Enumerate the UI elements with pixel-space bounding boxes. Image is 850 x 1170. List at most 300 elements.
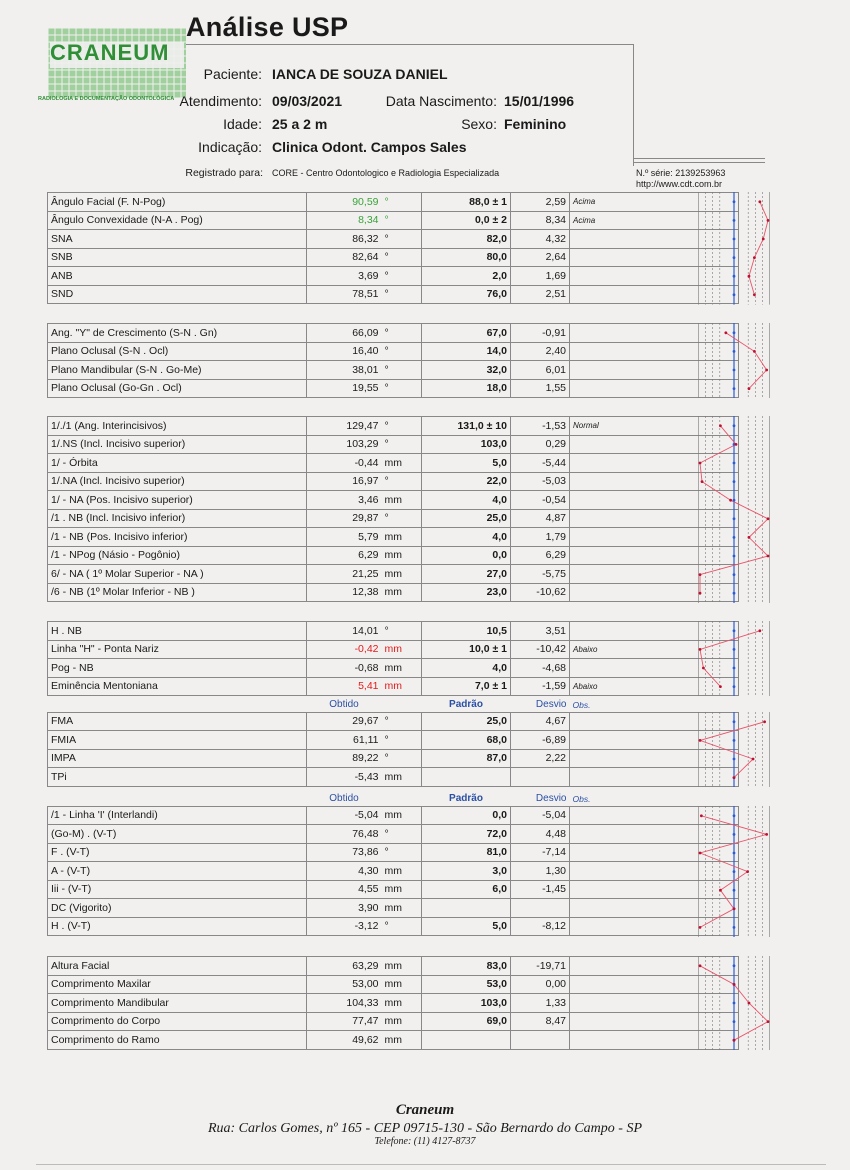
- cell-name: SNB: [48, 248, 307, 267]
- paciente-value: IANCA DE SOUZA DANIEL: [272, 66, 448, 82]
- table-row: [48, 565, 739, 584]
- norm-point: [733, 685, 736, 688]
- cell-pad: 131,0 ± 10: [422, 417, 511, 436]
- table-row: [48, 659, 739, 678]
- cell-unit: °: [382, 712, 422, 731]
- norm-point: [733, 870, 736, 873]
- cell-dev: -5,75: [511, 565, 570, 584]
- norm-point: [733, 517, 736, 520]
- cell-unit: °: [382, 472, 422, 491]
- cell-dev: -10,62: [511, 583, 570, 602]
- value-point: [753, 350, 756, 353]
- subheader-name: [48, 792, 307, 806]
- cell-obs: Acima: [570, 211, 739, 230]
- cell-name: /1 - NB (Pos. Incisivo inferior): [48, 528, 307, 547]
- table-row: [48, 862, 739, 881]
- cell-dev: 2,64: [511, 248, 570, 267]
- cell-dev: 1,30: [511, 862, 570, 881]
- norm-point: [733, 536, 736, 539]
- cell-obt: 82,64: [307, 248, 382, 267]
- cell-dev: 1,33: [511, 994, 570, 1013]
- cell-dev: -0,91: [511, 324, 570, 343]
- subheader-pad: Padrão: [449, 699, 483, 711]
- cell-unit: mm: [382, 994, 422, 1013]
- value-point: [699, 573, 702, 576]
- deviation-line: [700, 722, 765, 778]
- table-row: [48, 342, 739, 361]
- cell-name: H . (V-T): [48, 917, 307, 936]
- cell-pad: 32,0: [422, 361, 511, 380]
- cell-obt: 29,67: [307, 712, 382, 731]
- cell-pad: 2,0: [422, 267, 511, 286]
- table-row: [48, 825, 739, 844]
- table-row: [48, 957, 739, 976]
- atendimento-value: 09/03/2021: [272, 93, 343, 109]
- cell-obt: 5,79: [307, 528, 382, 547]
- cell-dev: 2,40: [511, 342, 570, 361]
- cell-dev: -7,14: [511, 843, 570, 862]
- indicacao-label: Indicação:: [198, 139, 262, 155]
- cell-obt: 8,34: [307, 211, 382, 230]
- deviation-graph: [698, 806, 770, 937]
- cell-unit: °: [382, 379, 422, 398]
- cell-name: 1/.NS (Incl. Incisivo superior): [48, 435, 307, 454]
- cell-name: Altura Facial: [48, 957, 307, 976]
- cell-obt: 104,33: [307, 994, 382, 1013]
- cell-obt: 90,59: [307, 193, 382, 212]
- cell-name: DC (Vigorito): [48, 899, 307, 918]
- cell-obt: -5,43: [307, 768, 382, 787]
- cell-dev: 6,29: [511, 546, 570, 565]
- norm-point: [733, 852, 736, 855]
- cell-name: 6/ - NA ( 1º Molar Superior - NA ): [48, 565, 307, 584]
- cell-name: H . NB: [48, 622, 307, 641]
- value-point: [767, 219, 770, 222]
- norm-point: [733, 462, 736, 465]
- cell-dev: 4,32: [511, 230, 570, 249]
- cell-name: Ângulo Facial (F. N-Pog): [48, 193, 307, 212]
- cell-obt: -3,12: [307, 917, 382, 936]
- cell-obt: 3,90: [307, 899, 382, 918]
- cell-name: Comprimento do Corpo: [48, 1012, 307, 1031]
- cell-dev: 0,29: [511, 435, 570, 454]
- cell-name: Plano Oclusal (S-N . Ocl): [48, 342, 307, 361]
- atendimento-label: Atendimento:: [179, 93, 262, 109]
- cell-name: /1 - NPog (Násio - Pogônio): [48, 546, 307, 565]
- cell-unit: °: [382, 417, 422, 436]
- cell-obt: 16,40: [307, 342, 382, 361]
- cell-unit: °: [382, 342, 422, 361]
- value-point: [752, 758, 755, 761]
- cell-dev: -6,89: [511, 731, 570, 750]
- measure-table: [47, 192, 739, 304]
- cell-pad: 4,0: [422, 528, 511, 547]
- subheader-unit: [382, 792, 422, 806]
- table-row: [48, 768, 739, 787]
- cell-dev: -5,04: [511, 806, 570, 825]
- table-row: [48, 211, 739, 230]
- footer-phone: Telefone: (11) 4127-8737: [374, 1136, 476, 1147]
- indicacao-value: Clinica Odont. Campos Sales: [272, 139, 467, 155]
- value-point: [719, 889, 722, 892]
- cell-obt: 3,46: [307, 491, 382, 510]
- cell-obt: 19,55: [307, 379, 382, 398]
- norm-point: [733, 219, 736, 222]
- registrado-label: Registrado para:: [185, 167, 263, 179]
- cell-pad: 80,0: [422, 248, 511, 267]
- cell-obt: 4,30: [307, 862, 382, 881]
- value-point: [701, 480, 704, 483]
- cell-obs: Abaixo: [570, 677, 739, 696]
- cell-pad: 6,0: [422, 880, 511, 899]
- cell-unit: °: [382, 193, 422, 212]
- idade-value: 25 a 2 m: [272, 116, 328, 132]
- cell-dev: -1,45: [511, 880, 570, 899]
- cell-dev: 1,69: [511, 267, 570, 286]
- cell-unit: mm: [382, 454, 422, 473]
- norm-point: [733, 592, 736, 595]
- table-row: [48, 749, 739, 768]
- deviation-graph: [698, 416, 770, 603]
- cell-obt: 5,41: [307, 677, 382, 696]
- cell-name: TPi: [48, 768, 307, 787]
- cell-pad: 0,0: [422, 806, 511, 825]
- value-point: [699, 739, 702, 742]
- cell-name: Comprimento Maxilar: [48, 975, 307, 994]
- value-point: [733, 907, 736, 910]
- table-row: [48, 640, 739, 659]
- nascimento-label: Data Nascimento:: [385, 93, 497, 109]
- cell-name: SNA: [48, 230, 307, 249]
- table-row: [48, 379, 739, 398]
- cell-name: Ang. "Y" de Crescimento (S-N . Gn): [48, 324, 307, 343]
- value-point: [753, 293, 756, 296]
- table-row: [48, 509, 739, 528]
- cell-name: F . (V-T): [48, 843, 307, 862]
- value-point: [733, 776, 736, 779]
- deviation-graph: [698, 956, 770, 1050]
- cell-name: Plano Oclusal (Go-Gn . Ocl): [48, 379, 307, 398]
- measure-table: [47, 416, 739, 602]
- cell-pad: 7,0 ± 1: [422, 677, 511, 696]
- value-point: [699, 964, 702, 967]
- cell-unit: °: [382, 211, 422, 230]
- value-point: [729, 499, 732, 502]
- value-point: [699, 648, 702, 651]
- table-subheader: [48, 792, 739, 806]
- cell-pad: 103,0: [422, 435, 511, 454]
- table-row: [48, 285, 739, 304]
- cell-unit: mm: [382, 880, 422, 899]
- table-row: [48, 361, 739, 380]
- cell-pad: 68,0: [422, 731, 511, 750]
- cell-obt: -5,04: [307, 806, 382, 825]
- cell-name: 1/ - Órbita: [48, 454, 307, 473]
- cell-dev: 8,47: [511, 1012, 570, 1031]
- cell-pad: 69,0: [422, 1012, 511, 1031]
- cell-name: ANB: [48, 267, 307, 286]
- value-point: [746, 870, 749, 873]
- cell-dev: [511, 1031, 570, 1050]
- cell-obt: 38,01: [307, 361, 382, 380]
- measure-table: [47, 792, 739, 936]
- table-row: [48, 731, 739, 750]
- cell-dev: 2,59: [511, 193, 570, 212]
- cell-obt: 63,29: [307, 957, 382, 976]
- cell-dev: 4,48: [511, 825, 570, 844]
- sexo-label: Sexo:: [461, 116, 497, 132]
- cell-pad: 18,0: [422, 379, 511, 398]
- cell-unit: mm: [382, 957, 422, 976]
- cell-pad: 5,0: [422, 454, 511, 473]
- value-point: [767, 555, 770, 558]
- cell-unit: mm: [382, 583, 422, 602]
- cell-pad: 14,0: [422, 342, 511, 361]
- norm-point: [733, 200, 736, 203]
- footer-company: Craneum: [395, 1102, 455, 1118]
- cell-pad: 0,0: [422, 546, 511, 565]
- cell-name: Plano Mandibular (S-N . Go-Me): [48, 361, 307, 380]
- cell-dev: 2,51: [511, 285, 570, 304]
- measure-table: [47, 621, 739, 696]
- cell-name: Eminência Mentoniana: [48, 677, 307, 696]
- cell-pad: 103,0: [422, 994, 511, 1013]
- cell-name: /1 - Linha 'I' (Interlandi): [48, 806, 307, 825]
- subheader-pad: Padrão: [449, 793, 483, 805]
- norm-point: [733, 424, 736, 427]
- table-row: [48, 843, 739, 862]
- cell-pad: 81,0: [422, 843, 511, 862]
- cell-unit: °: [382, 749, 422, 768]
- value-point: [735, 443, 738, 446]
- cell-pad: 10,0 ± 1: [422, 640, 511, 659]
- cell-dev: -1,53: [511, 417, 570, 436]
- cell-obs: Acima: [570, 193, 739, 212]
- cell-obs: Normal: [570, 417, 739, 436]
- cell-obt: -0,44: [307, 454, 382, 473]
- value-point: [702, 667, 705, 670]
- cell-name: SND: [48, 285, 307, 304]
- cell-pad: 25,0: [422, 509, 511, 528]
- cell-name: Ângulo Convexidade (N-A . Pog): [48, 211, 307, 230]
- cell-obt: 61,11: [307, 731, 382, 750]
- cell-dev: 1,55: [511, 379, 570, 398]
- value-point: [763, 720, 766, 723]
- norm-point: [733, 648, 736, 651]
- cell-name: /1 . NB (Incl. Incisivo inferior): [48, 509, 307, 528]
- table-row: [48, 193, 739, 212]
- cell-unit: °: [382, 267, 422, 286]
- cell-pad: 3,0: [422, 862, 511, 881]
- norm-point: [733, 350, 736, 353]
- table-row: [48, 528, 739, 547]
- value-point: [719, 424, 722, 427]
- subheader-name: [48, 698, 307, 712]
- cell-dev: 2,22: [511, 749, 570, 768]
- cell-dev: 4,67: [511, 712, 570, 731]
- subheader-obt: Obtido: [329, 699, 359, 711]
- cell-obt: 6,29: [307, 546, 382, 565]
- table-row: [48, 975, 739, 994]
- cell-dev: [511, 899, 570, 918]
- cell-dev: 0,00: [511, 975, 570, 994]
- cell-obt: 76,48: [307, 825, 382, 844]
- norm-point: [733, 889, 736, 892]
- cell-obs: Abaixo: [570, 640, 739, 659]
- table-row: [48, 546, 739, 565]
- norm-point: [733, 1002, 736, 1005]
- cell-obt: 86,32: [307, 230, 382, 249]
- cell-unit: °: [382, 731, 422, 750]
- subheader-unit: [382, 698, 422, 712]
- cell-obt: 77,47: [307, 1012, 382, 1031]
- value-point: [758, 629, 761, 632]
- cell-unit: mm: [382, 1031, 422, 1050]
- table-row: [48, 712, 739, 731]
- cell-name: Comprimento Mandibular: [48, 994, 307, 1013]
- cell-name: IMPA: [48, 749, 307, 768]
- table-row: [48, 899, 739, 918]
- cell-unit: °: [382, 248, 422, 267]
- table-row: [48, 491, 739, 510]
- header-rule-2: [634, 162, 765, 163]
- paciente-label: Paciente:: [203, 66, 262, 82]
- cell-unit: mm: [382, 565, 422, 584]
- norm-point: [733, 555, 736, 558]
- table-row: [48, 1012, 739, 1031]
- cell-obt: 66,09: [307, 324, 382, 343]
- table-row: [48, 230, 739, 249]
- table-row: [48, 435, 739, 454]
- cell-pad: 25,0: [422, 712, 511, 731]
- table-row: [48, 622, 739, 641]
- norm-point: [733, 238, 736, 241]
- cell-pad: 82,0: [422, 230, 511, 249]
- subheader-obs: Obs.: [572, 699, 591, 710]
- cell-name: Iii - (V-T): [48, 880, 307, 899]
- deviation-line: [726, 333, 767, 389]
- table-row: [48, 994, 739, 1013]
- cell-unit: mm: [382, 546, 422, 565]
- cell-pad: 67,0: [422, 324, 511, 343]
- cell-dev: -5,44: [511, 454, 570, 473]
- norm-point: [733, 926, 736, 929]
- cell-pad: 87,0: [422, 749, 511, 768]
- subheader-dev: Desvio: [535, 699, 567, 711]
- cell-obt: 14,01: [307, 622, 382, 641]
- cell-pad: [422, 899, 511, 918]
- norm-point: [733, 499, 736, 502]
- measure-table: [47, 323, 739, 398]
- value-point: [724, 331, 727, 334]
- cell-name: Pog - NB: [48, 659, 307, 678]
- cell-unit: mm: [382, 659, 422, 678]
- cell-pad: 4,0: [422, 659, 511, 678]
- cell-name: 1/./1 (Ang. Interincisivos): [48, 417, 307, 436]
- cell-pad: 10,5: [422, 622, 511, 641]
- table-row: [48, 917, 739, 936]
- cell-obt: 103,29: [307, 435, 382, 454]
- report-title: Análise USP: [186, 12, 349, 42]
- cell-obt: 49,62: [307, 1031, 382, 1050]
- subheader-obs: Obs.: [572, 793, 591, 804]
- cell-pad: 83,0: [422, 957, 511, 976]
- cell-pad: 53,0: [422, 975, 511, 994]
- norm-point: [733, 964, 736, 967]
- cell-unit: mm: [382, 491, 422, 510]
- value-point: [700, 814, 703, 817]
- cell-name: FMIA: [48, 731, 307, 750]
- cell-obt: 29,87: [307, 509, 382, 528]
- deviation-graph: [698, 621, 770, 696]
- cell-obt: 21,25: [307, 565, 382, 584]
- table-row: [48, 267, 739, 286]
- cell-pad: 72,0: [422, 825, 511, 844]
- norm-point: [733, 667, 736, 670]
- norm-point: [733, 275, 736, 278]
- value-point: [748, 1002, 751, 1005]
- value-point: [748, 275, 751, 278]
- cell-pad: [422, 768, 511, 787]
- norm-point: [733, 293, 736, 296]
- table-subheader: [48, 698, 739, 712]
- cell-name: FMA: [48, 712, 307, 731]
- cell-name: /6 - NB (1º Molar Inferior - NB ): [48, 583, 307, 602]
- norm-point: [733, 758, 736, 761]
- cell-dev: 1,79: [511, 528, 570, 547]
- cell-dev: -1,59: [511, 677, 570, 696]
- cell-dev: 3,51: [511, 622, 570, 641]
- cell-obt: 12,38: [307, 583, 382, 602]
- cell-unit: °: [382, 509, 422, 528]
- norm-point: [733, 1020, 736, 1023]
- cell-obt: 4,55: [307, 880, 382, 899]
- norm-point: [733, 814, 736, 817]
- footer-address: Rua: Carlos Gomes, nº 165 - CEP 09715-130 - São Bernardo do Campo - SP: [207, 1121, 643, 1136]
- cell-name: Comprimento do Ramo: [48, 1031, 307, 1050]
- cell-unit: °: [382, 361, 422, 380]
- value-point: [765, 833, 768, 836]
- logo-subtitle: RADIOLOGIA E DOCUMENTAÇÃO ODONTOLÓGICA: [38, 96, 175, 102]
- cell-pad: 88,0 ± 1: [422, 193, 511, 212]
- cell-pad: 23,0: [422, 583, 511, 602]
- cell-dev: 4,87: [511, 509, 570, 528]
- cell-obt: 89,22: [307, 749, 382, 768]
- cell-pad: [422, 1031, 511, 1050]
- cell-dev: -8,12: [511, 917, 570, 936]
- cell-unit: °: [382, 843, 422, 862]
- cell-dev: 6,01: [511, 361, 570, 380]
- value-point: [762, 238, 765, 241]
- value-point: [699, 592, 702, 595]
- table-row: [48, 417, 739, 436]
- cell-obt: 53,00: [307, 975, 382, 994]
- table-row: [48, 806, 739, 825]
- website-url: http://www.cdt.com.br: [636, 179, 723, 189]
- cell-unit: mm: [382, 640, 422, 659]
- table-row: [48, 472, 739, 491]
- nascimento-value: 15/01/1996: [504, 93, 575, 109]
- cell-dev: -19,71: [511, 957, 570, 976]
- cell-unit: mm: [382, 1012, 422, 1031]
- idade-label: Idade:: [223, 116, 262, 132]
- cell-dev: -5,03: [511, 472, 570, 491]
- table-row: [48, 583, 739, 602]
- value-point: [767, 1020, 770, 1023]
- norm-point: [733, 720, 736, 723]
- cell-pad: 22,0: [422, 472, 511, 491]
- value-point: [699, 852, 702, 855]
